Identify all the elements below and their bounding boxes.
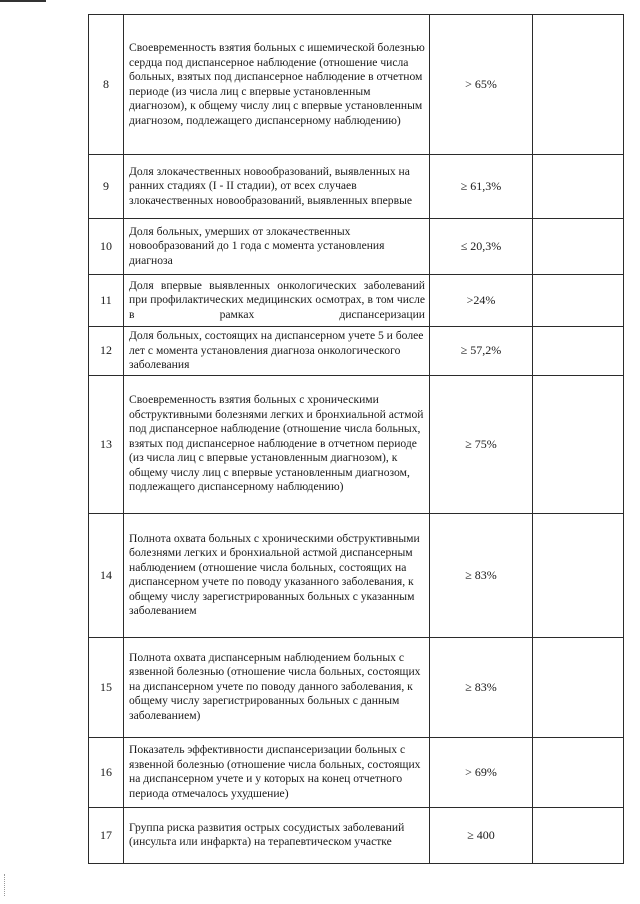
table-row <box>89 375 624 513</box>
empty-cell <box>533 15 624 155</box>
indicator-description: Доля больных, состоящих на диспансерном учете 5 и более лет с момента установления диагноза онкологического заболевания <box>124 327 430 376</box>
empty-cell <box>533 155 624 219</box>
empty-cell <box>533 375 624 513</box>
table-row <box>89 513 624 637</box>
empty-cell <box>533 219 624 275</box>
row-number: 10 <box>89 219 124 275</box>
indicator-description: Группа риска развития острых сосудистых заболеваний (инсульта или инфаркта) на терапевтическом участке <box>124 807 430 863</box>
indicator-target-value: >24% <box>430 275 533 327</box>
row-number: 13 <box>89 375 124 513</box>
empty-cell <box>533 327 624 376</box>
indicator-target-value: > 65% <box>430 15 533 155</box>
row-number: 15 <box>89 637 124 737</box>
indicator-description: Своевременность взятия больных с ишемической болезнью сердца под диспансерное наблюдение (отношение числа больных, взятых под диспансерное наблюдение в отчетном периоде (из числа лиц с впервые установленным диагнозом), к общему числу лиц с впервые установленным диагнозом, подлежащего диспансерному наблюдению) <box>124 15 430 155</box>
empty-cell <box>533 275 624 327</box>
table-row <box>89 155 624 219</box>
table-row <box>89 219 624 275</box>
indicator-target-value: ≥ 400 <box>430 807 533 863</box>
row-number: 8 <box>89 15 124 155</box>
scan-mark <box>0 0 46 2</box>
empty-cell <box>533 513 624 637</box>
indicator-description: Своевременность взятия больных с хроническими обструктивными болезнями легких и бронхиальной астмой под диспансерное наблюдение (отношение числа больных, взятых под диспансерное наблюдение в отчетном периоде (из числа лиц с впервые установленным диагнозом), к общему числу лиц с впервые установленным диагнозом, подлежащего диспансерному наблюдению) <box>124 375 430 513</box>
empty-cell <box>533 807 624 863</box>
indicator-description: Доля впервые выявленных онкологических заболеваний при профилактических медицинских осмотрах, в том числе в рамках диспансеризации <box>124 275 430 327</box>
table-row <box>89 327 624 376</box>
row-number: 16 <box>89 737 124 807</box>
table-row <box>89 15 624 155</box>
row-number: 11 <box>89 275 124 327</box>
indicator-description: Полнота охвата больных с хроническими обструктивными болезнями легких и бронхиальной астмой диспансерным наблюдением (отношение числа больных, состоящих на диспансерном учете по поводу указанного заболевания, к общему числу зарегистрированных больных с указанным заболеванием <box>124 513 430 637</box>
indicators-table <box>88 14 624 864</box>
table-row <box>89 807 624 863</box>
empty-cell <box>533 737 624 807</box>
row-number: 14 <box>89 513 124 637</box>
indicator-target-value: ≤ 20,3% <box>430 219 533 275</box>
scan-edge <box>4 874 15 896</box>
indicator-target-value: ≥ 57,2% <box>430 327 533 376</box>
row-number: 12 <box>89 327 124 376</box>
table-row <box>89 637 624 737</box>
table-row <box>89 737 624 807</box>
indicator-description: Показатель эффективности диспансеризации больных с язвенной болезнью (отношение числа больных, состоящих на диспансерном учете и у которых на конец отчетного периода отмечалось ухудшение) <box>124 737 430 807</box>
indicator-target-value: > 69% <box>430 737 533 807</box>
indicator-target-value: ≥ 75% <box>430 375 533 513</box>
indicator-description: Доля злокачественных новообразований, выявленных на ранних стадиях (I - II стадии), от всех случаев злокачественных новообразований, выявленных впервые <box>124 155 430 219</box>
indicator-target-value: ≥ 83% <box>430 513 533 637</box>
indicator-target-value: ≥ 61,3% <box>430 155 533 219</box>
indicator-description: Полнота охвата диспансерным наблюдением больных с язвенной болезнью (отношение числа больных, состоящих на диспансерном учете по поводу данного заболевания, к общему числу зарегистрированных больных с данным заболеванием) <box>124 637 430 737</box>
row-number: 17 <box>89 807 124 863</box>
row-number: 9 <box>89 155 124 219</box>
empty-cell <box>533 637 624 737</box>
table-row <box>89 275 624 327</box>
indicator-target-value: ≥ 83% <box>430 637 533 737</box>
indicator-description: Доля больных, умерших от злокачественных новообразований до 1 года с момента установления диагноза <box>124 219 430 275</box>
